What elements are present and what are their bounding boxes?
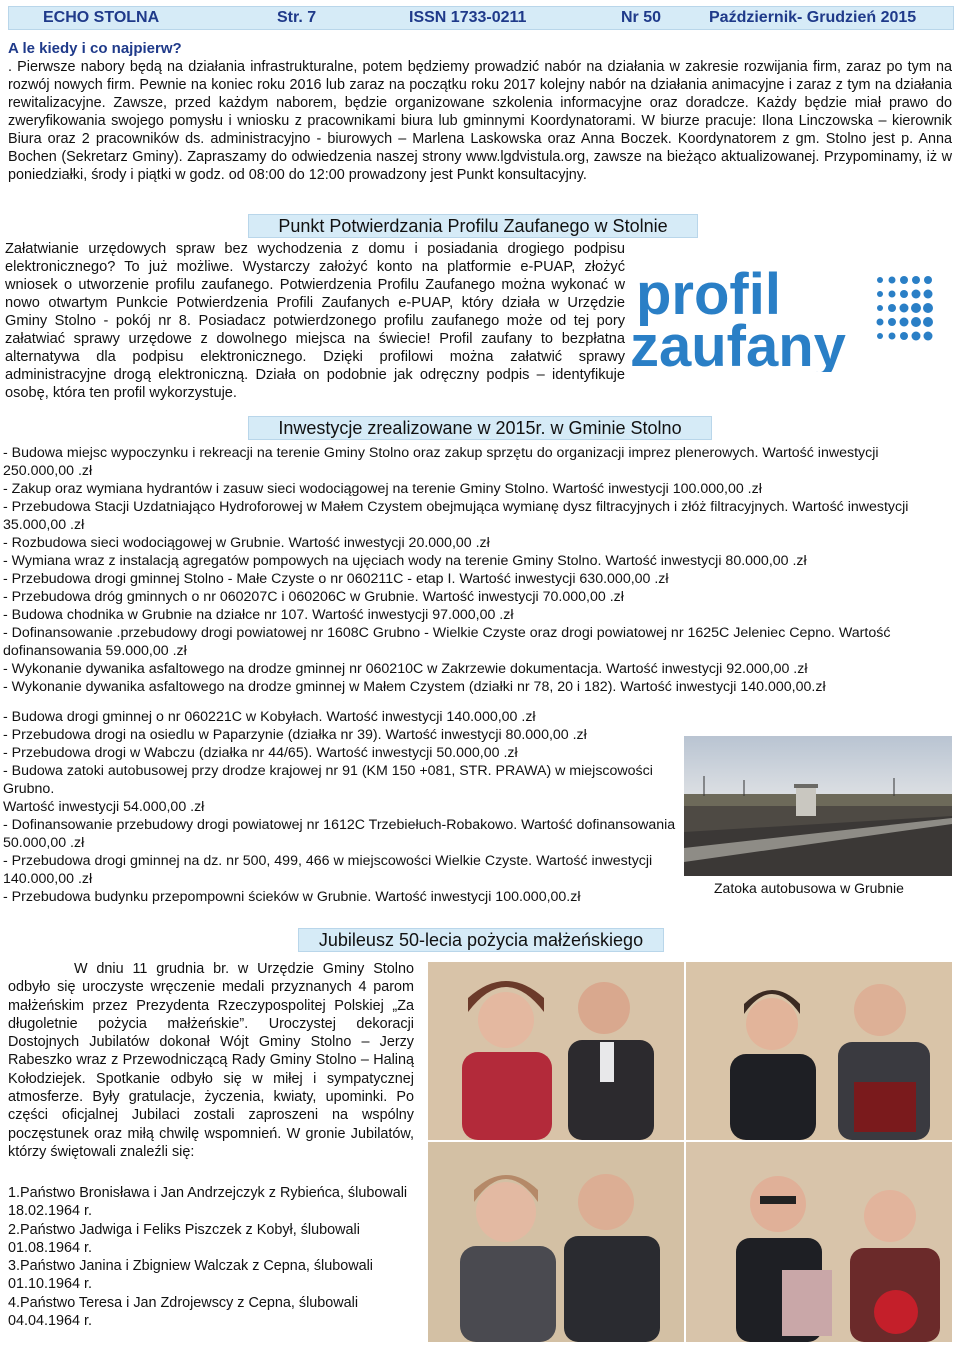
jubilee-body: W dniu 11 grudnia br. w Urzędzie Gminy Stolno odbyło się uroczyste wręczenie medali przyznanych 4 parom małżeńskim przez Prezydenta Rzeczypospolitej Polskiej „Za długoletnie pożycia małżeńskie”. Uroczystej dekoracji Dostojnych Jubilatów dokonał Wójt Gminy Stolno – Jerzy Rabeszko wraz z Przewodniczącą Rady Gminy Stolno – Haliną Kołodziejek. Spotkanie odbyło się w miłej i sympatycznej atmosferze. Były gratulacje, życzenia, kwiaty, upominki. Po części oficjalnej Jubilaci zostali zaproszeni na wspólny poczęstunek oraz miłą chwilę wspomnień. W gronie Jubilatów, którzy świętowali znaleźli się: bbox=[8, 961, 414, 1160]
list-item: 4.Państwo Teresa i Jan Zdrojewscy z Cepna, ślubowali 04.04.1964 r. bbox=[8, 1294, 359, 1330]
list-item: Wartość inwestycji 54.000,00 .zł bbox=[3, 799, 205, 815]
publication-title: ECHO STOLNA bbox=[43, 9, 160, 26]
banner-profil-zaufany: Punkt Potwierdzania Profilu Zaufanego w Stolnie bbox=[248, 214, 698, 238]
list-item: - Przebudowa Stacji Uzdatniająco Hydroforowej w Małem Czystem obejmująca wymianę dysz filtracyjnych i złóż filtracyjnych. Wartość inwestycji 35.000,00 .zł bbox=[3, 499, 909, 533]
list-item: - Budowa miejsc wypoczynku i rekreacji na terenie Gminy Stolno oraz zakup sprzętu do organizacji imprez plenerowych. Wartość inwestycji 250.000,00 .zł bbox=[3, 445, 879, 479]
couple-photo-2 bbox=[686, 962, 952, 1140]
list-item: - Wykonanie dywanika asfaltowego na drodze gminnej nr 060210C w Zakrzewie dokumentacja. Wartość inwestycji 92.000,00 .zł bbox=[3, 661, 808, 677]
list-item: 1.Państwo Bronisława i Jan Andrzejczyk z Rybieńca, ślubowali 18.02.1964 r. bbox=[8, 1185, 408, 1220]
couple-photo-1 bbox=[428, 962, 684, 1140]
investments-list-full bbox=[3, 444, 953, 696]
list-item: - Dofinansowanie przebudowy drogi powiatowej nr 1612C Trzebiełuch-Robakowo. Wartość dofinansowania 50.000,00 .zł bbox=[3, 817, 676, 851]
profil-zaufany-logo bbox=[630, 262, 950, 372]
section-title-kiedy: A le kiedy i co najpierw? bbox=[8, 40, 182, 57]
couple-photo-3 bbox=[428, 1142, 684, 1342]
issue-number: Nr 50 bbox=[621, 9, 662, 26]
list-item: - Przebudowa budynku przepompowni ścieków w Grubnie. Wartość inwestycji 100.000,00.zł bbox=[3, 889, 581, 905]
list-item: - Przebudowa drogi na osiedlu w Paparzynie (działka nr 39). Wartość inwestycji 80.000,00 .zł bbox=[3, 727, 587, 743]
section-body-profil: Załatwianie urzędowych spraw bez wychodzenia z domu i posiadania drogiego podpisu elektronicznego? To już możliwe. Wystarczy założyć konto na platformie e-PUAP, złożyć wniosek o utworzenie profilu zaufanego. Potwierdzenia Profilu Zaufanego można wykonać w nowo otwartym Punkcie Potwierdzenia Profili Zaufanych e-PUAP, który działa w Urzędzie Gminy Stolno - pokój nr 8. Posiadacz potwierdzonego profilu zaufanego może od tej pory załatwiać sprawy urzędowe z dowolnego miejsca na świecie! Profil zaufany to bezpłatna alternatywa dla podpisu elektronicznego. Dzięki profilowi można załatwić sprawy administracyjne drogą elektroniczną. Działa on podobnie jak odręczny podpis – identyfikuje osobę, która ten profil wykorzystuje. bbox=[5, 241, 625, 401]
issn: ISSN 1733-0211 bbox=[409, 9, 527, 26]
page-header bbox=[8, 6, 954, 30]
banner-jubileusz: Jubileusz 50-lecia pożycia małżeńskiego bbox=[298, 928, 664, 952]
issue-date: Październik- Grudzień 2015 bbox=[709, 9, 917, 26]
logo-word-zaufany: zaufany bbox=[630, 314, 846, 372]
list-item: - Dofinansowanie .przebudowy drogi powiatowej nr 1608C Grubno - Wielkie Czyste oraz drogi powiatowej nr 1625C Jeleniec Cepno. Wartość dofinansowania 59.000,00 .zł bbox=[3, 625, 891, 659]
list-item: 2.Państwo Jadwiga i Feliks Piszczek z Kobył, ślubowali 01.08.1964 r. bbox=[8, 1221, 360, 1256]
list-item: - Przebudowa drogi gminnej Stolno - Małe Czyste o nr 060211C - etap I. Wartość inwestycji 630.000,00 .zł bbox=[3, 571, 669, 587]
list-item: - Przebudowa drogi gminnej na dz. nr 500, 499, 466 w miejscowości Wielkie Czyste. Wartość inwestycji 140.000,00 .zł bbox=[3, 853, 653, 887]
list-item: 3.Państwo Janina i Zbigniew Walczak z Cepna, ślubowali 01.10.1964 r. bbox=[8, 1258, 374, 1293]
banner-inwestycje: Inwestycje zrealizowane w 2015r. w Gminie Stolno bbox=[248, 416, 712, 440]
section-body-kiedy: . Pierwsze nabory będą na działania infrastrukturalne, potem będziemy prowadzić nabór na działania w zakresie rozwijania firm, zaraz po tym na rozwój nowych firm. Pewnie na koniec roku 2016 lub zaraz na początku roku 2017 kolejny nabór na działania animacyjne i zaraz z tym na działania rewitalizacyjne. Zawsze, przed każdym naborem, będzie organizowane szkolenia informacyjne oraz doradcze. Każdy będzie miał prawo do zweryfikowania swojego pomysłu i wniosku z pracownikami biura lub gminnymi Koordynatorami. W biurze pracuje: Ilona Linczowska – kierownik Biura oraz 2 pracowników ds. administracyjno - biurowych – Marlena Laskowska oraz Anna Boczek. Koordynatorem z gm. Stolno jest p. Anna Bochen (Sekretarz Gminy). Zapraszamy do odwiedzenia naszej strony www.lgdvistula.org, zawsze na bieżąco aktualizowanej. Przypominamy, iż w poniedziałki, środy i piątki w godz. od 08:00 do 12:00 prowadzony jest Punkt konsultacyjny. bbox=[8, 59, 952, 183]
dot-grid-icon bbox=[877, 276, 934, 341]
list-item: - Wykonanie dywanika asfaltowego na drodze gminnej w Małem Czystem (działki nr 78, 20 i 182). Wartość inwestycji 140.000,00.zł bbox=[3, 679, 826, 695]
list-item: - Przebudowa drogi w Wabczu (działka nr 44/65). Wartość inwestycji 50.000,00 .zł bbox=[3, 745, 518, 761]
couples-list bbox=[8, 1184, 414, 1330]
list-item: - Budowa zatoki autobusowej przy drodze krajowej nr 91 (KM 150 +081, STR. PRAWA) w miejscowości Grubno. bbox=[3, 763, 653, 797]
logo-word-profil: profil bbox=[636, 262, 781, 327]
investments-list-left bbox=[3, 708, 683, 906]
photo-caption: Zatoka autobusowa w Grubnie bbox=[714, 880, 904, 896]
list-item: - Przebudowa dróg gminnych o nr 060207C i 060206C w Grubnie. Wartość inwestycji 70.000,00 .zł bbox=[3, 589, 624, 605]
list-item: - Budowa drogi gminnej o nr 060221C w Kobyłach. Wartość inwestycji 140.000,00 .zł bbox=[3, 709, 536, 725]
page-number: Str. 7 bbox=[277, 9, 317, 26]
list-item: - Budowa chodnika w Grubnie na działce nr 107. Wartość inwestycji 97.000,00 .zł bbox=[3, 607, 514, 623]
couple-photo-4 bbox=[686, 1142, 952, 1342]
list-item: - Rozbudowa sieci wodociągowej w Grubnie. Wartość inwestycji 20.000,00 .zł bbox=[3, 535, 490, 551]
list-item: - Wymiana wraz z instalacją agregatów pompowych na ujęciach wody na terenie Gminy Stolno. Wartość inwestycji 80.000,00 .zł bbox=[3, 553, 807, 569]
list-item: - Zakup oraz wymiana hydrantów i zasuw sieci wodociągowej na terenie Gminy Stolno. Wartość inwestycji 100.000,00 .zł bbox=[3, 481, 762, 497]
bus-stop-photo bbox=[684, 736, 952, 876]
